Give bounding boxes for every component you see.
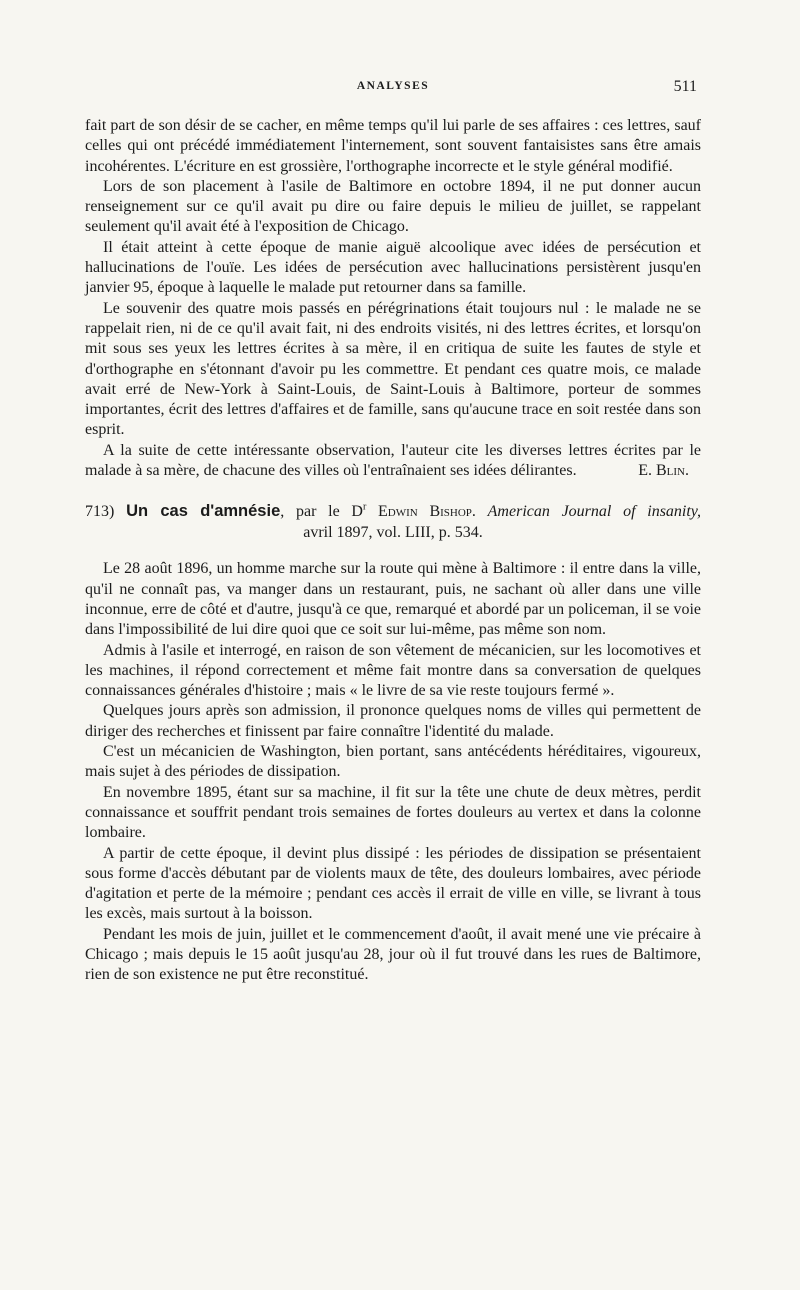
- article-title-line: [85, 501, 701, 523]
- paragraph: Le 28 août 1896, un homme marche sur la route qui mène à Baltimore : il entre dans la ville, qu'il ne connaît pas, va manger dans un restaurant, puis, ne sachant où aller dans une ville inconnue, erre de côté et d'autre, jusqu'à ce que, remarqué et abordé par un policeman, il se voie dans l'impossibilité de lui dire quoi que ce soit sur lui-même, pas même son nom.: [85, 560, 701, 639]
- paragraph: Lors de son placement à l'asile de Baltimore en octobre 1894, il ne put donner aucun renseignement sur ce qu'il avait pu dire ou faire depuis le milieu de juillet, se rappelant seulement qu'il avait été à l'exposition de Chicago.: [85, 177, 701, 236]
- running-head: ANALYSES: [356, 80, 430, 92]
- article-body: [85, 559, 701, 985]
- author-title: D: [351, 503, 363, 521]
- article-heading: [85, 501, 701, 543]
- page-header: [85, 78, 701, 100]
- article-by: , par le: [280, 503, 352, 521]
- paragraph: Le souvenir des quatre mois passés en pérégrinations était toujours nul : le malade ne se rappelait rien, ni de ce qu'il avait fait, ni des endroits visités, ni des lettres écrites, et lorsqu'on mit sous ses yeux les lettres écrites à sa mère, il en critiqua de suite les fautes de style et d'orthographe en s'étonnant d'avoir pu les commettre. Et pendant ces quatre mois, ce malade avait erré de New-York à Saint-Louis, de Saint-Louis à Baltimore, porteur de sommes importantes, écrit des lettres d'affaires et de famille, sans qu'aucune trace en soit restée dans son esprit.: [85, 299, 701, 439]
- signature-name: Blin.: [656, 462, 689, 480]
- paragraph: A partir de cette époque, il devint plus dissipé : les périodes de dissipation se présentaient sous forme d'accès débutant par de violents maux de tête, des douleurs lombaires, avec période d'agitation et perte de la mémoire ; pendant ces accès il errait de ville en ville, se livrant à tous les excès, mais surtout à la boisson.: [85, 844, 701, 923]
- article-number: 713): [85, 503, 115, 521]
- journal-page: [85, 78, 701, 986]
- article-author: Edwin Bishop.: [378, 503, 476, 521]
- author-title-sup: r: [362, 502, 367, 514]
- article-title: Un cas d'amnésie: [126, 502, 281, 521]
- article-citation: avril 1897, vol. LIII, p. 534.: [303, 523, 483, 541]
- paragraph: fait part de son désir de se cacher, en même temps qu'il lui parle de ses affaires : ces lettres, sauf celles qui ont précédé immédiatement l'internement, sont souvent fantaisistes sans être amais incohérentes. L'écriture en est grossière, l'orthographe incorrecte et le style général modifié.: [85, 117, 701, 175]
- paragraph: Pendant les mois de juin, juillet et le commencement d'août, il avait mené une vie précaire à Chicago ; mais depuis le 15 août jusqu'au 28, jour où il fut trouvé dans les rues de Baltimore, rien de son existence ne put être reconstitué.: [85, 925, 701, 984]
- paragraph: Admis à l'asile et interrogé, en raison de son vêtement de mécanicien, sur les locomotives et les machines, il répond correctement et même fait montre dans sa conversation de quelques connaissances générales d'histoire ; mais « le livre de sa vie reste toujours fermé ».: [85, 641, 701, 700]
- signature-initial: E.: [638, 462, 652, 480]
- paragraph: Il était atteint à cette époque de manie aiguë alcoolique avec idées de persécution et hallucinations de l'ouïe. Les idées de persécution avec hallucinations persistèrent jusqu'en janvier 95, époque à laquelle le malade put retourner dans sa famille.: [85, 238, 701, 297]
- previous-review-continuation: [85, 116, 701, 481]
- paragraph: C'est un mécanicien de Washington, bien portant, sans antécédents héréditaires, vigoureux, mais sujet à des périodes de dissipation.: [85, 743, 701, 781]
- article-journal: American Journal of insanity,: [487, 503, 702, 521]
- paragraph: En novembre 1895, étant sur sa machine, il fit sur la tête une chute de deux mètres, perdit connaissance et souffrit pendant trois semaines de fortes douleurs au vertex et dans la colonne lombaire.: [85, 783, 701, 842]
- page-number: 511: [673, 78, 697, 95]
- paragraph: A la suite de cette intéressante observation, l'auteur cite les diverses lettres écrites par le malade à sa mère, de chacune des villes où l'entraînaient ses idées délirantes.: [85, 441, 701, 480]
- paragraph: Quelques jours après son admission, il prononce quelques noms de villes qui permettent de diriger des recherches et finissent par faire connaître l'identité du malade.: [85, 702, 701, 740]
